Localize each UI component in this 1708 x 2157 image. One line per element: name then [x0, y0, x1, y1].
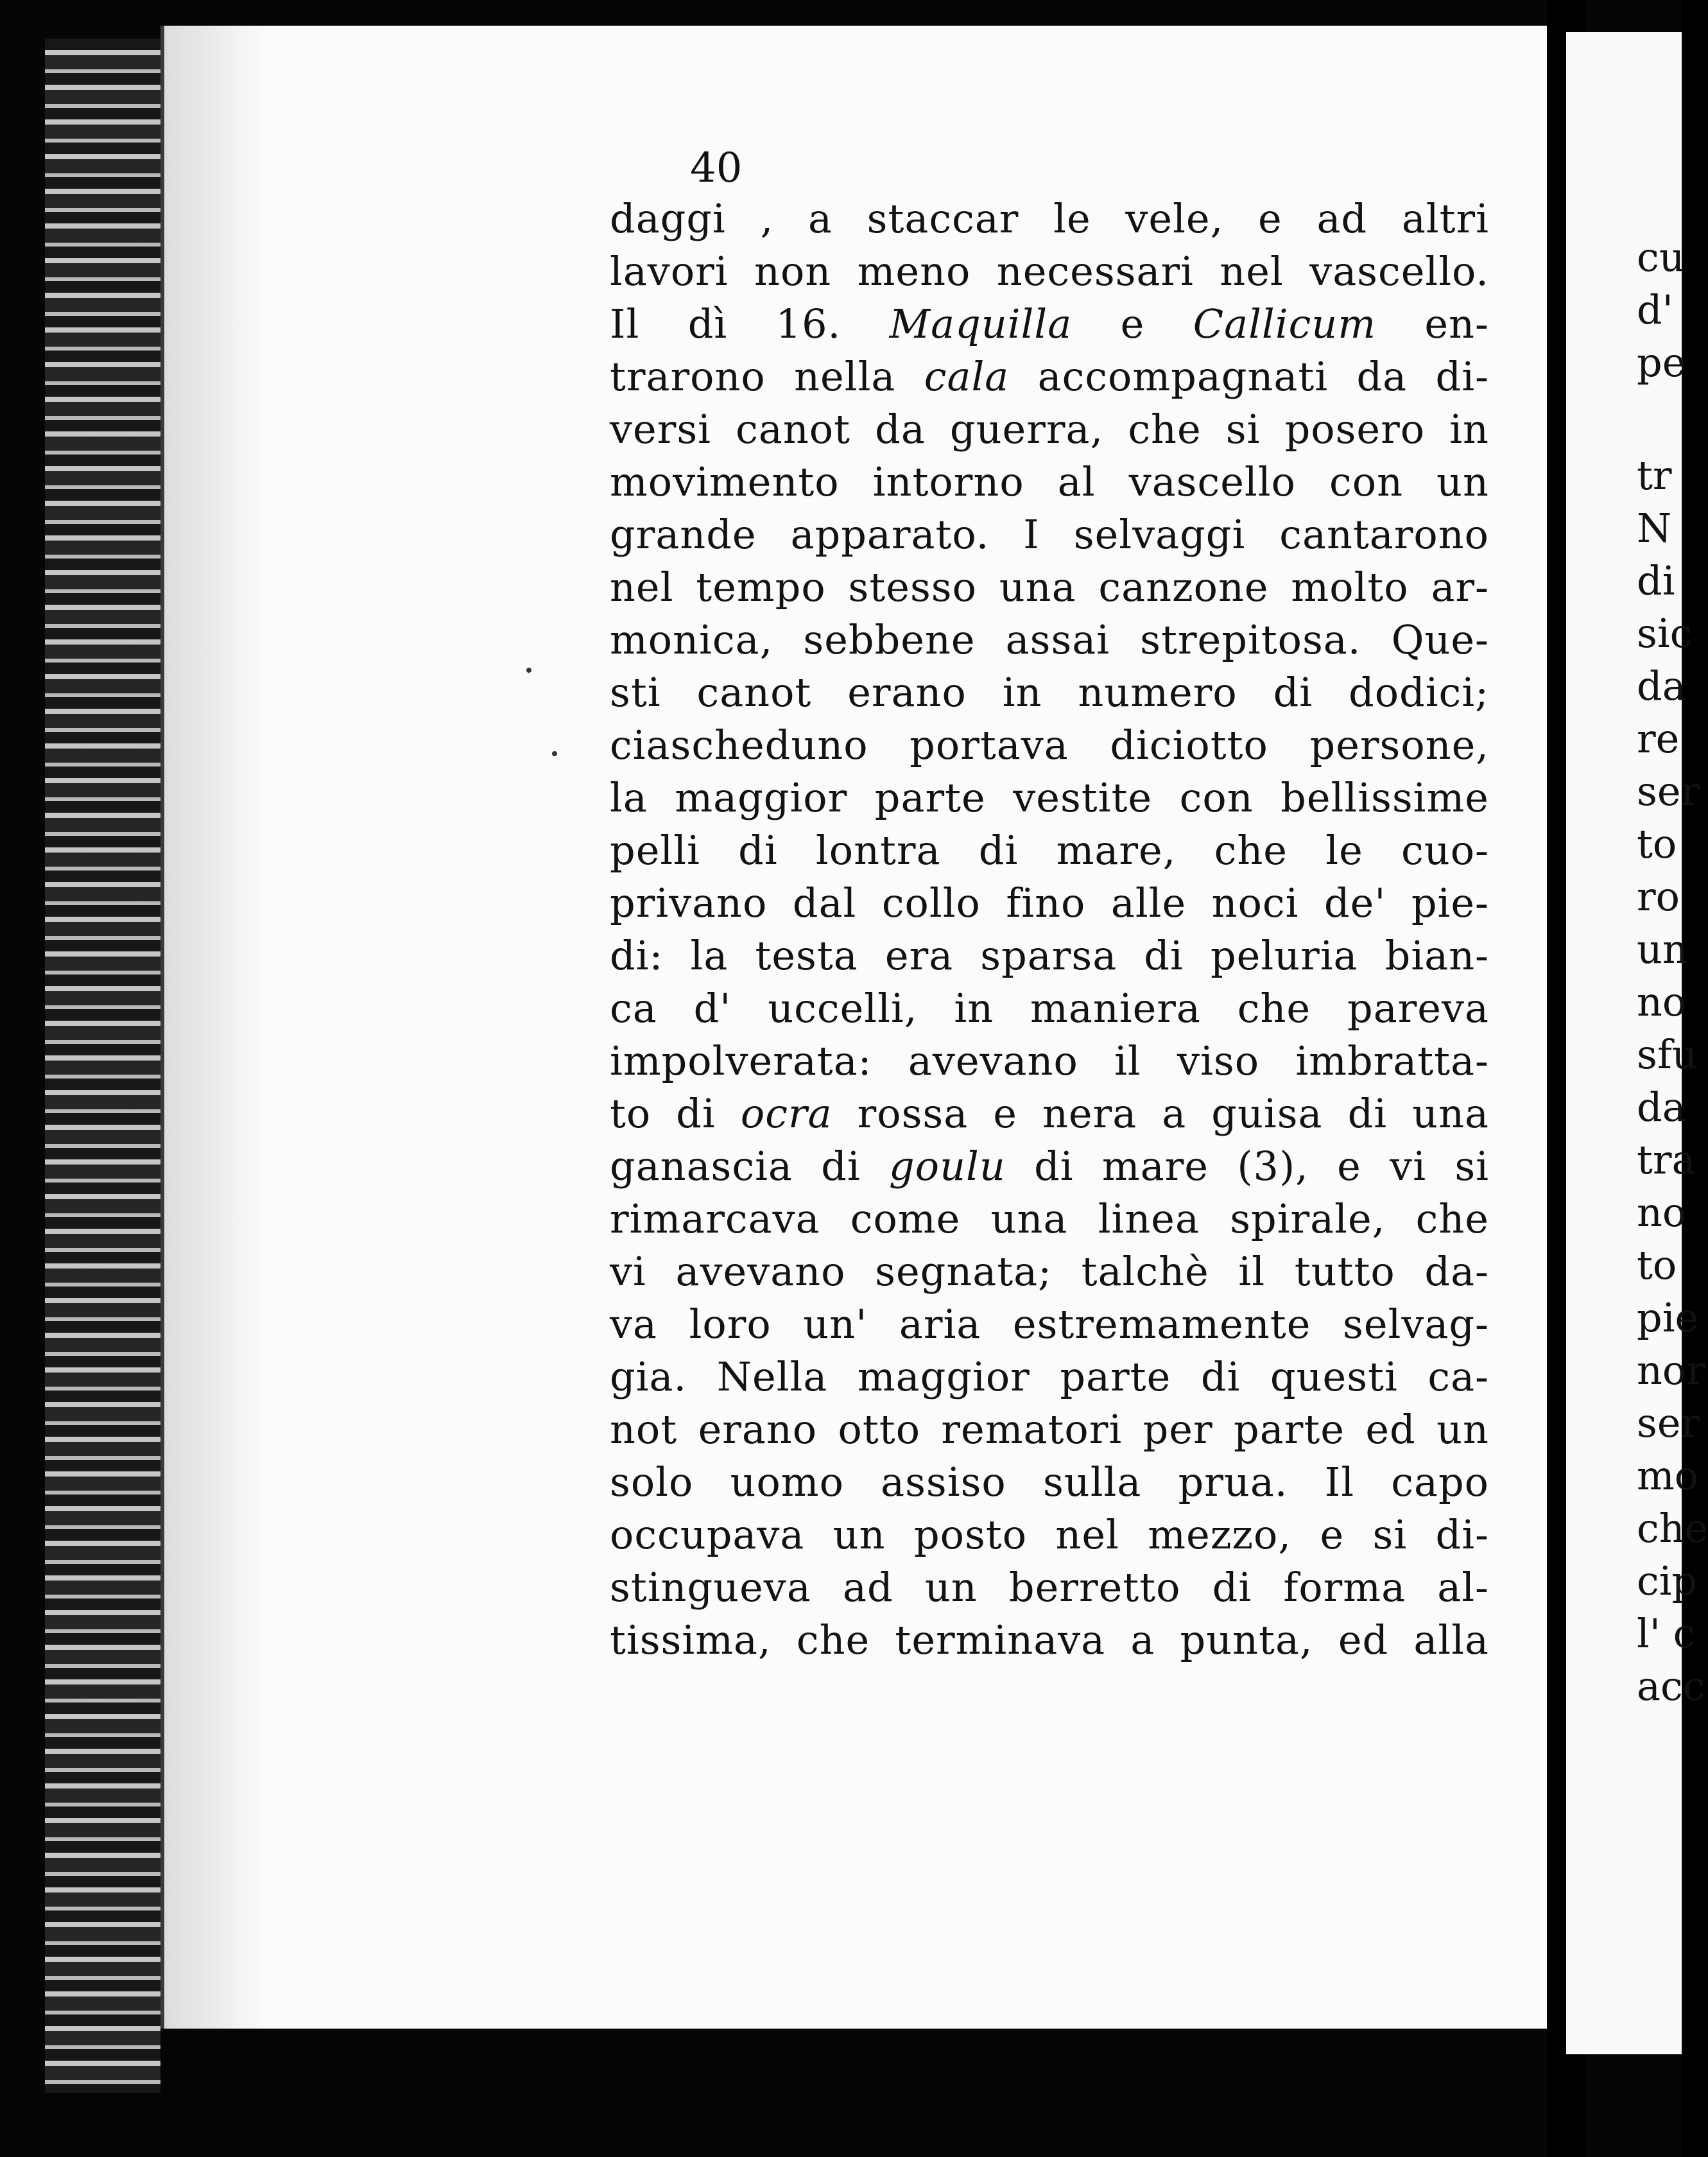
paper-speck: [526, 668, 531, 673]
text-run: di: la testa era sparsa di peluria bian-: [610, 932, 1489, 979]
page-number: 40: [690, 144, 743, 192]
text-line: [610, 298, 1489, 351]
text-line: [610, 1298, 1489, 1351]
text-run: solo uomo assiso sulla prua. Il capo: [610, 1459, 1489, 1505]
text-line: [610, 245, 1489, 298]
right-page-fragment: che: [1637, 1505, 1708, 1552]
text-line: [610, 1140, 1489, 1193]
right-page-fragment: cu: [1637, 234, 1685, 281]
text-run: trarono nella: [610, 353, 924, 400]
text-line: [610, 351, 1489, 403]
text-run: grande apparato. I selvaggi cantarono: [610, 511, 1489, 558]
right-page-fragment: un: [1637, 926, 1688, 973]
right-page-fragment: l' c: [1637, 1610, 1696, 1657]
text-run: versi canot da guerra, che si posero in: [610, 406, 1489, 453]
text-line: [610, 1614, 1489, 1667]
right-page-fragment: tr: [1637, 452, 1672, 499]
right-page-fragment: no: [1637, 1189, 1687, 1236]
text-run: di mare (3), e vi si: [1005, 1143, 1489, 1190]
text-line: [610, 403, 1489, 456]
text-run: nel tempo stesso una canzone molto ar-: [610, 564, 1489, 611]
text-line: [610, 1403, 1489, 1456]
right-page-fragment: da: [1637, 663, 1686, 709]
right-page-fragment: mo: [1637, 1452, 1699, 1499]
text-run: va loro un' aria estremamente selvag-: [610, 1301, 1489, 1347]
right-page-fragment: nor: [1637, 1347, 1705, 1394]
text-run: vi avevano segnata; talchè il tutto da-: [610, 1248, 1489, 1295]
text-line: [610, 508, 1489, 561]
text-run: ciascheduno portava diciotto persone,: [610, 722, 1489, 768]
italic-word: goulu: [889, 1143, 1006, 1190]
right-page-fragment: N: [1637, 505, 1672, 551]
text-line: [610, 1351, 1489, 1403]
right-page-fragment: pie: [1637, 1294, 1699, 1341]
text-line: [610, 1456, 1489, 1509]
right-page-fragment: ro: [1637, 873, 1680, 920]
text-line: [610, 877, 1489, 930]
text-line: [610, 666, 1489, 719]
text-run: pelli di lontra di mare, che le cuo-: [610, 827, 1489, 874]
text-line: [610, 1245, 1489, 1298]
text-run: sti canot erano in numero di dodici;: [610, 669, 1489, 716]
text-line: [610, 1087, 1489, 1140]
text-line: [610, 614, 1489, 666]
text-run: not erano otto rematori per parte ed un: [610, 1406, 1489, 1453]
right-page-fragment: sfu: [1637, 1031, 1698, 1078]
text-line: [610, 1561, 1489, 1614]
paper-speck: [552, 751, 557, 756]
right-page-fragment: to: [1637, 820, 1677, 867]
text-run: ca d' uccelli, in maniera che pareva: [610, 985, 1489, 1032]
right-page-fragment: re: [1637, 715, 1680, 762]
text-run: privano dal collo fino alle noci de' pie-: [610, 879, 1489, 926]
worn-page-edges: [45, 39, 160, 2093]
right-page-fragment: ser: [1637, 768, 1700, 815]
text-run: accompagnati da di-: [1009, 353, 1489, 400]
text-line: [610, 824, 1489, 877]
text-run: daggi , a staccar le vele, e ad altri: [610, 195, 1489, 242]
text-run: lavori non meno necessari nel vascello.: [610, 248, 1489, 295]
text-line: [610, 719, 1489, 772]
right-page-fragment: tra: [1637, 1136, 1696, 1183]
right-page-fragment: pe: [1637, 339, 1686, 386]
text-run: en-: [1376, 300, 1490, 347]
text-line: [610, 561, 1489, 614]
text-run: to di: [610, 1090, 741, 1137]
right-page-fragments-top: [1637, 231, 1686, 389]
italic-word: Callicum: [1193, 300, 1377, 347]
text-line: [610, 982, 1489, 1035]
right-page-fragment: cip: [1637, 1557, 1698, 1604]
text-line: [610, 1193, 1489, 1245]
right-page-fragment: d': [1637, 286, 1673, 333]
right-page-fragments: [1637, 449, 1708, 1713]
text-run: ganascia di: [610, 1143, 890, 1190]
right-page-fragment: acc: [1637, 1663, 1705, 1710]
text-line: [610, 193, 1489, 245]
body-text: [610, 193, 1489, 1667]
text-run: e: [1072, 300, 1193, 347]
right-page-fragment: da: [1637, 1084, 1686, 1130]
right-page-fragment: to: [1637, 1242, 1677, 1288]
text-run: Il dì 16.: [610, 300, 890, 347]
text-line: [610, 1035, 1489, 1087]
text-line: [610, 772, 1489, 824]
text-run: rimarcava come una linea spirale, che: [610, 1195, 1489, 1242]
text-run: movimento intorno al vascello con un: [610, 458, 1489, 505]
right-page-fragment: sic: [1637, 610, 1693, 657]
italic-word: ocra: [740, 1090, 832, 1137]
right-page-fragment: di: [1637, 557, 1675, 604]
text-line: [610, 456, 1489, 508]
text-run: gia. Nella maggior parte di questi ca-: [610, 1353, 1489, 1400]
text-run: tissima, che terminava a punta, ed alla: [610, 1616, 1489, 1663]
text-run: rossa e nera a guisa di una: [832, 1090, 1489, 1137]
italic-word: cala: [924, 353, 1010, 400]
text-line: [610, 930, 1489, 982]
right-page-fragment: no: [1637, 978, 1687, 1025]
text-run: impolverata: avevano il viso imbratta-: [610, 1037, 1489, 1084]
italic-word: Maquilla: [889, 300, 1073, 347]
text-run: occupava un posto nel mezzo, e si di-: [610, 1511, 1489, 1558]
right-page-fragment: ser: [1637, 1399, 1700, 1446]
text-run: stingueva ad un berretto di forma al-: [610, 1564, 1489, 1611]
text-run: monica, sebbene assai strepitosa. Que-: [610, 616, 1489, 663]
text-line: [610, 1509, 1489, 1561]
text-run: la maggior parte vestite con bellissime: [610, 774, 1489, 821]
